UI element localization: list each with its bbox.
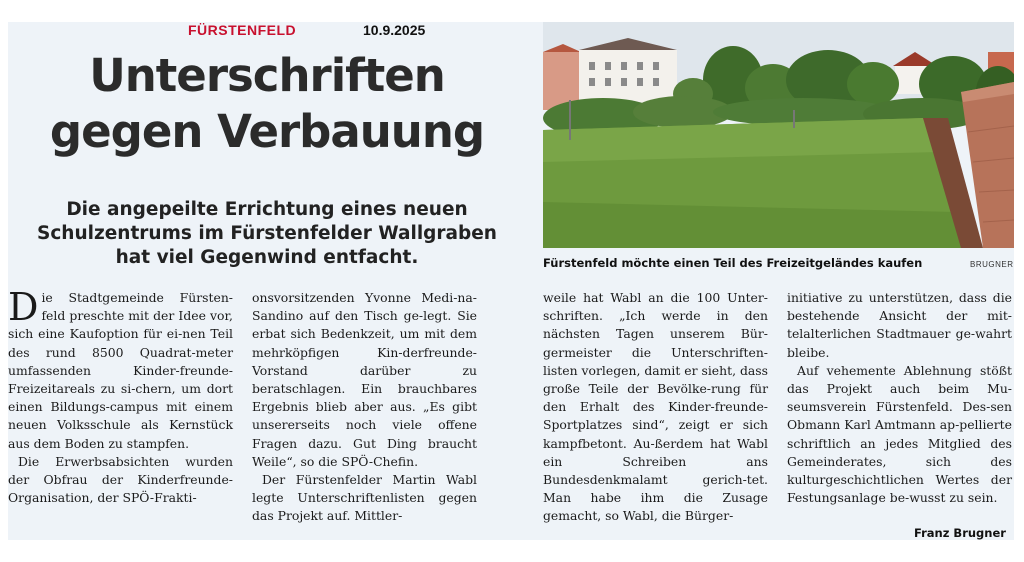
paragraph: onsvorsitzenden Yvonne Medi-na-Sandino auf den Tisch ge-legt. Sie erbat sich Bedenkzeit, um mit dem mehrköpfigen Kin-derfreunde-Vorstand darüber zu beratschlagen. Ein brauchbares Ergebnis blieb aber aus. „Es gibt unsererseits noch viele offene Fragen dazu. Gut Ding braucht Weile“, so die SPÖ-Chefin. xyxy=(252,290,477,469)
paragraph: weile hat Wabl an die 100 Unter-schriften. „Ich werde in den nächsten Tagen unserem Bür-germeister die Unterschriften-listen vorlegen, damit er sieht, dass große Teile der Bevölke-rung für den Erhalt des Kinder-freunde-Sportplatzes sind“, zeigt er sich kampfbetont. Au-ßerdem hat Wabl ein Schreiben ans Bundesdenkmalamt gerich-tet. Man habe ihm die Zusage gemacht, so Wabl, die Bürger- xyxy=(543,290,768,524)
article-column-3 xyxy=(543,289,768,526)
article-photo xyxy=(543,22,1014,248)
paragraph: initiative zu unterstützen, dass die bestehende Ansicht der mit-telalterlichen Stadtmauer ge-wahrt bleibe. xyxy=(787,290,1012,360)
subheadline-line-2: Schulzentrums im Fürstenfelder Wallgraben xyxy=(37,223,497,244)
article-column-1 xyxy=(8,285,233,507)
subheadline-line-3: hat viel Gegenwind entfacht. xyxy=(115,247,419,268)
subheadline-line-1: Die angepeilte Errichtung eines neuen xyxy=(66,199,468,220)
paragraph: ie Stadtgemeinde Fürsten-feld preschte mit der Idee vor, sich eine Kaufoption für ei-nen Teil des rund 8500 Quadrat-meter umfassenden Kinder-freunde-Freizeitareals zu si-chern, um dort einen Bildungs-campus mit einem neuen Volksschule als Kernstück aus dem Boden zu stampfen. xyxy=(8,290,233,451)
drop-cap: D xyxy=(8,285,39,329)
publication-date: 10.9.2025 xyxy=(363,22,426,38)
headline-line-1: Unterschriften xyxy=(89,49,445,102)
photo-caption: Fürstenfeld möchte einen Teil des Freizeitgeländes kaufen xyxy=(543,256,923,270)
photo-credit: BRUGNER xyxy=(970,260,1014,269)
subheadline xyxy=(8,198,526,270)
paragraph: Der Fürstenfelder Martin Wabl legte Unterschriftenlisten gegen das Projekt auf. Mittler- xyxy=(252,472,477,524)
paragraph: Auf vehemente Ablehnung stößt das Projekt auch beim Mu-seumsverein Fürstenfeld. Des-sen Obmann Karl Amtmann ap-pellierte schriftlich an jedes Mitglied des Gemeinderates, sich des kulturgeschichtlichen Wertes der Festungsanlage be-wusst zu sein. xyxy=(787,362,1012,506)
article-column-4 xyxy=(787,289,1012,507)
headline xyxy=(8,48,526,160)
article-column-2 xyxy=(252,289,477,526)
newspaper-clipping xyxy=(8,22,1014,540)
headline-line-2: gegen Verbauung xyxy=(49,105,485,158)
author-byline: Franz Brugner xyxy=(914,526,1006,540)
paragraph: Die Erwerbsabsichten wurden der Obfrau der Kinderfreunde-Organisation, der SPÖ-Frakti- xyxy=(8,453,233,506)
section-label: FÜRSTENFELD xyxy=(188,22,297,38)
